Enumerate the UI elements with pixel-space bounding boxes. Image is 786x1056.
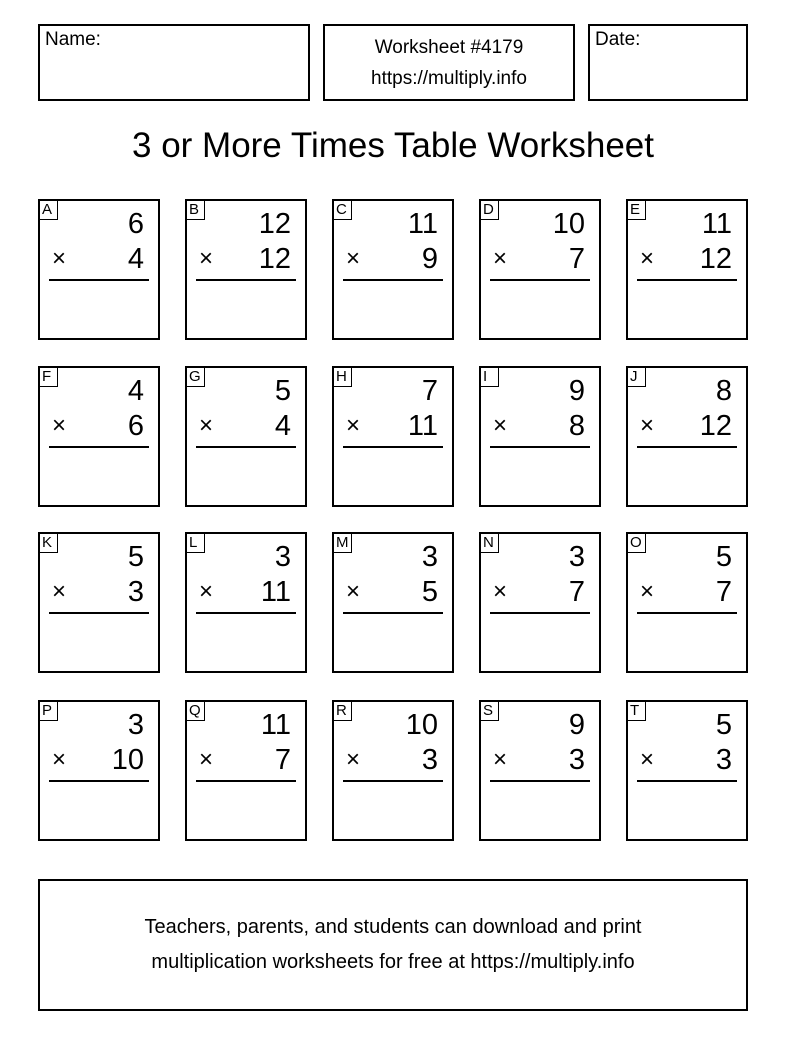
- problem-letter: T: [627, 701, 646, 721]
- answer-line: [196, 780, 296, 782]
- multiplier: 12: [699, 410, 732, 442]
- problem-card: [38, 532, 160, 673]
- times-icon: ×: [493, 746, 508, 773]
- times-icon: ×: [493, 412, 508, 439]
- times-icon: ×: [199, 746, 214, 773]
- problem-letter: J: [627, 367, 646, 387]
- problem-card: [626, 366, 748, 507]
- times-icon: ×: [493, 578, 508, 605]
- problem-letter: O: [627, 533, 646, 553]
- multiplicand: 8: [715, 375, 732, 407]
- multiplicand: 11: [407, 208, 438, 240]
- problem-letter: A: [39, 200, 58, 220]
- multiplier: 12: [258, 243, 291, 275]
- problem-card: [332, 532, 454, 673]
- multiplier: 12: [699, 243, 732, 275]
- problem-card: [38, 199, 160, 340]
- multiplicand: 5: [127, 541, 144, 573]
- multiplicand: 9: [568, 709, 585, 741]
- multiplicand: 10: [552, 208, 585, 240]
- times-icon: ×: [493, 245, 508, 272]
- answer-line: [637, 446, 737, 448]
- problem-card: [479, 700, 601, 841]
- answer-line: [49, 612, 149, 614]
- times-icon: ×: [199, 245, 214, 272]
- multiplicand: 3: [421, 541, 438, 573]
- answer-line: [196, 279, 296, 281]
- problem-card: [626, 532, 748, 673]
- multiplier: 3: [568, 744, 585, 776]
- problem-card: [332, 700, 454, 841]
- name-label: Name:: [45, 29, 101, 50]
- problem-letter: K: [39, 533, 58, 553]
- multiplicand: 7: [421, 375, 438, 407]
- problem-card: [479, 532, 601, 673]
- footer-line-2: multiplication worksheets for free at https://multiply.info: [151, 951, 635, 973]
- problem-card: [185, 700, 307, 841]
- footer-box: [38, 879, 748, 1011]
- problem-card: [38, 366, 160, 507]
- problem-letter: Q: [186, 701, 205, 721]
- multiplier: 7: [568, 576, 585, 608]
- multiplicand: 5: [715, 709, 732, 741]
- problem-card: [626, 700, 748, 841]
- multiplier: 9: [421, 243, 438, 275]
- multiplicand: 12: [258, 208, 291, 240]
- multiplier: 7: [568, 243, 585, 275]
- multiplier: 4: [274, 410, 291, 442]
- problem-letter: G: [186, 367, 205, 387]
- answer-line: [490, 612, 590, 614]
- answer-line: [343, 279, 443, 281]
- answer-line: [490, 279, 590, 281]
- multiplicand: 10: [405, 709, 438, 741]
- problem-card: [479, 199, 601, 340]
- page-title: 3 or More Times Table Worksheet: [132, 126, 654, 165]
- footer-line-1: Teachers, parents, and students can download and print: [144, 916, 642, 938]
- times-icon: ×: [199, 578, 214, 605]
- problem-letter: R: [333, 701, 352, 721]
- multiplicand: 11: [701, 208, 732, 240]
- multiplicand: 3: [127, 709, 144, 741]
- multiplier: 11: [407, 410, 438, 442]
- worksheet-info-box: [323, 24, 575, 101]
- problem-letter: M: [333, 533, 352, 553]
- answer-line: [637, 612, 737, 614]
- answer-line: [343, 780, 443, 782]
- answer-line: [637, 780, 737, 782]
- multiplicand: 4: [127, 375, 144, 407]
- problem-card: [38, 700, 160, 841]
- multiplicand: 11: [260, 709, 291, 741]
- multiplicand: 3: [568, 541, 585, 573]
- times-icon: ×: [640, 746, 655, 773]
- problem-letter: H: [333, 367, 352, 387]
- problem-card: [332, 366, 454, 507]
- problem-letter: C: [333, 200, 352, 220]
- problem-card: [185, 366, 307, 507]
- times-icon: ×: [52, 746, 67, 773]
- multiplicand: 9: [568, 375, 585, 407]
- problem-letter: E: [627, 200, 646, 220]
- multiplier: 3: [127, 576, 144, 608]
- multiplier: 7: [274, 744, 291, 776]
- answer-line: [637, 279, 737, 281]
- problem-letter: F: [39, 367, 58, 387]
- problem-card: [479, 366, 601, 507]
- problem-card: [185, 199, 307, 340]
- problem-letter: B: [186, 200, 205, 220]
- times-icon: ×: [52, 245, 67, 272]
- times-icon: ×: [640, 245, 655, 272]
- times-icon: ×: [640, 578, 655, 605]
- answer-line: [490, 780, 590, 782]
- answer-line: [343, 446, 443, 448]
- times-icon: ×: [640, 412, 655, 439]
- date-box: [588, 24, 748, 101]
- date-label: Date:: [595, 29, 641, 50]
- worksheet-url: https://multiply.info: [371, 68, 527, 89]
- multiplicand: 5: [274, 375, 291, 407]
- problem-card: [332, 199, 454, 340]
- problem-card: [626, 199, 748, 340]
- problem-letter: N: [480, 533, 499, 553]
- problem-letter: I: [480, 367, 499, 387]
- problem-letter: D: [480, 200, 499, 220]
- times-icon: ×: [52, 578, 67, 605]
- answer-line: [196, 612, 296, 614]
- name-box: [38, 24, 310, 101]
- multiplier: 7: [715, 576, 732, 608]
- multiplier: 3: [715, 744, 732, 776]
- answer-line: [49, 446, 149, 448]
- problem-letter: L: [186, 533, 205, 553]
- times-icon: ×: [199, 412, 214, 439]
- worksheet-id: Worksheet #4179: [374, 37, 524, 58]
- times-icon: ×: [346, 412, 361, 439]
- multiplicand: 3: [274, 541, 291, 573]
- multiplicand: 5: [715, 541, 732, 573]
- answer-line: [196, 446, 296, 448]
- times-icon: ×: [346, 746, 361, 773]
- multiplier: 3: [421, 744, 438, 776]
- problem-letter: P: [39, 701, 58, 721]
- times-icon: ×: [346, 245, 361, 272]
- multiplier: 8: [568, 410, 585, 442]
- multiplier: 5: [421, 576, 438, 608]
- multiplicand: 6: [127, 208, 144, 240]
- multiplier: 6: [127, 410, 144, 442]
- answer-line: [49, 780, 149, 782]
- answer-line: [490, 446, 590, 448]
- multiplier: 4: [127, 243, 144, 275]
- times-icon: ×: [346, 578, 361, 605]
- answer-line: [49, 279, 149, 281]
- multiplier: 10: [111, 744, 144, 776]
- answer-line: [343, 612, 443, 614]
- multiplier: 11: [260, 576, 291, 608]
- times-icon: ×: [52, 412, 67, 439]
- problem-card: [185, 532, 307, 673]
- problem-letter: S: [480, 701, 499, 721]
